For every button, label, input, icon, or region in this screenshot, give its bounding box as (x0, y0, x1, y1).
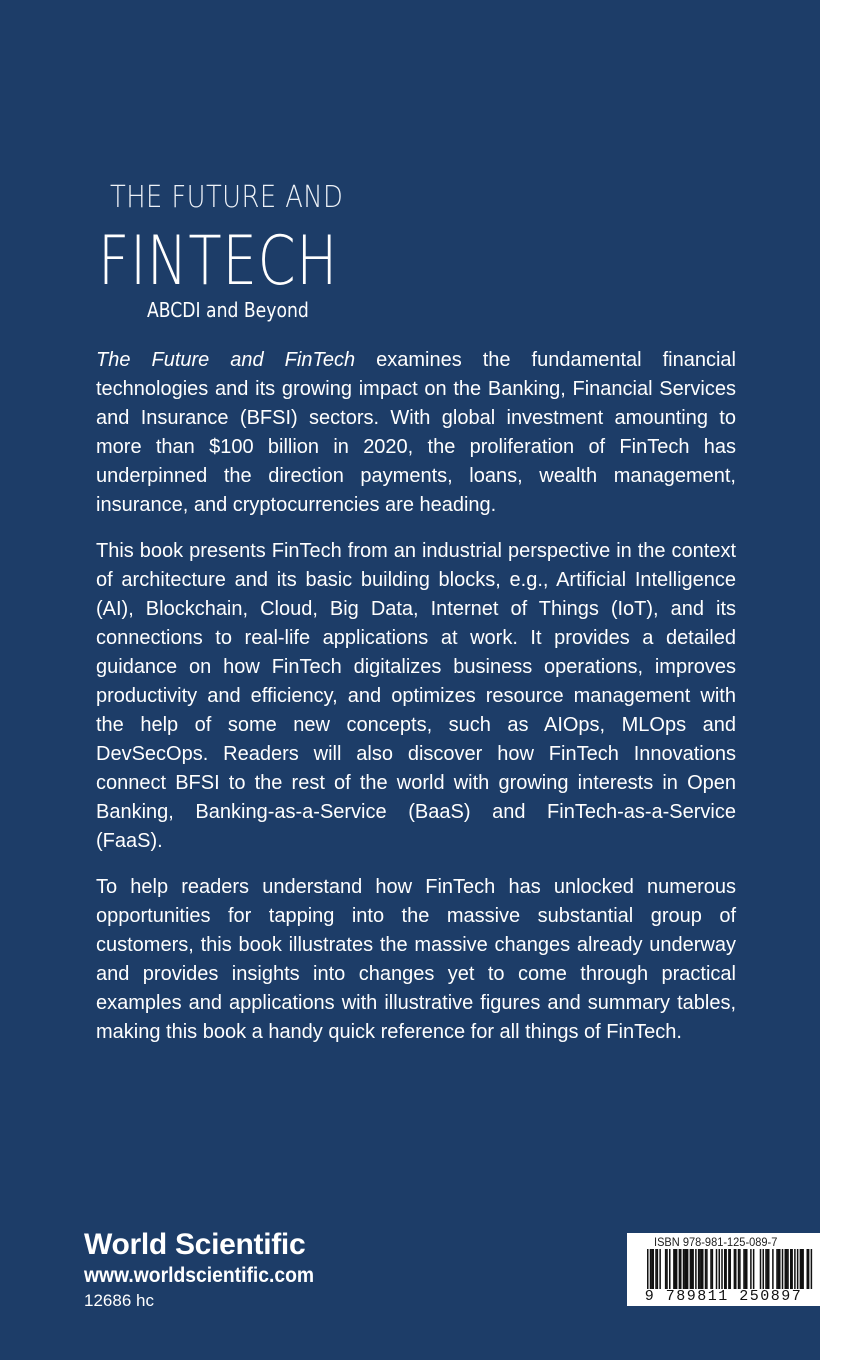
isbn-barcode (627, 1233, 820, 1306)
barcode-bar (712, 1249, 714, 1289)
barcode-bar (801, 1249, 803, 1289)
barcode-bar (776, 1249, 778, 1289)
barcode-bar (653, 1249, 655, 1289)
barcode-bar (698, 1249, 700, 1289)
barcode-bar (790, 1249, 792, 1289)
barcode-bar (802, 1249, 804, 1289)
barcode-bar (695, 1249, 697, 1289)
barcode-bar (719, 1249, 721, 1289)
blurb-paragraph-3: To help readers understand how FinTech has unlocked numerous opportunities for tapping into the massive substantial group of customers, this book illustrates the massive changes already underway and provides insights into changes yet to come through practical examples and applications with illustrative figures and summary tables, making this book a handy quick reference for all things of FinTech. (96, 876, 736, 1043)
barcode-bar (702, 1249, 704, 1289)
barcode-bar (701, 1249, 703, 1289)
barcode-bar (691, 1249, 693, 1289)
barcode-bar (650, 1249, 652, 1289)
publisher-name: World Scientific (84, 1228, 306, 1261)
barcode-bar (705, 1249, 707, 1289)
barcode-bar (739, 1249, 741, 1289)
blurb-paragraph-1-text: examines the fundamental financial technologies and its growing impact on the Banking, Financial Services and Insurance (BFSI) sectors. With global investment amounting to more than $100 billion in 2020, the proliferation of FinTech has underpinned the direction payments, loans, wealth management, insurance, and cryptocurrencies are heading. (96, 349, 736, 516)
barcode-bar (651, 1249, 653, 1289)
barcode-bar (738, 1249, 740, 1289)
barcode-bar (791, 1249, 793, 1289)
barcode-bar (743, 1249, 745, 1289)
barcode-bar (675, 1249, 677, 1289)
publisher-website: www.worldscientific.com (84, 1264, 315, 1287)
barcode-bar (786, 1249, 788, 1289)
barcode-bar (655, 1249, 657, 1289)
barcode-bar (797, 1249, 799, 1289)
barcode-bar (676, 1249, 678, 1289)
barcode-bar (657, 1249, 659, 1289)
isbn-label: ISBN 978-981-125-089-7 (654, 1235, 778, 1249)
barcode-bar (760, 1249, 762, 1289)
barcode-bar (679, 1249, 681, 1289)
barcode-bar (647, 1249, 649, 1289)
barcode-bar (659, 1249, 661, 1289)
barcode-bar (735, 1249, 737, 1289)
barcode-bar (746, 1249, 748, 1289)
title-fintech: FINTECH (98, 222, 339, 301)
barcode-bar (666, 1249, 668, 1289)
barcode-bar (686, 1249, 688, 1289)
barcode-bar (690, 1249, 692, 1289)
product-code: 12686 hc (84, 1291, 154, 1310)
blurb-paragraph-2: This book presents FinTech from an industrial perspective in the context of architecture and its basic building blocks, e.g., Artificial Intelligence (AI), Blockchain, Cloud, Big Data, Internet of Things (IoT), and its connections to real-life applications at work. It provides a detailed guidance on how FinTech digitalizes business operations, improves productivity and efficiency, and optimizes resource management with the help of some new concepts, such as AIOps, MLOps and DevSecOps. Readers will also discover how FinTech Innovations connect BFSI to the rest of the world with growing interests in Open Banking, Banking-as-a-Service (BaaS) and FinTech-as-a-Service (FaaS). (96, 540, 736, 852)
barcode-bar (710, 1249, 712, 1289)
barcode-bar (763, 1249, 765, 1289)
barcode-bar (785, 1249, 787, 1289)
barcode-bar (807, 1249, 809, 1289)
barcode-bar (787, 1249, 789, 1289)
barcode-bar (680, 1249, 682, 1289)
title-line-2 (98, 222, 338, 301)
barcode-bar (750, 1249, 752, 1289)
barcode-bar (794, 1249, 796, 1289)
barcode-bar (728, 1249, 730, 1289)
barcode-bar (669, 1249, 671, 1289)
barcode-bar (706, 1249, 708, 1289)
barcode-bar (767, 1249, 769, 1289)
barcode-bar (673, 1249, 675, 1289)
barcode-bar (683, 1249, 685, 1289)
barcode-bar (721, 1249, 723, 1289)
barcode-bar (800, 1249, 802, 1289)
subtitle: ABCDI and Beyond (147, 298, 309, 322)
barcode-bar (778, 1249, 780, 1289)
barcode-bar (745, 1249, 747, 1289)
barcode-bar (665, 1249, 667, 1289)
barcode-bar (811, 1249, 813, 1289)
barcode-bar (687, 1249, 689, 1289)
barcode-bar (716, 1249, 718, 1289)
barcode-bar (768, 1249, 770, 1289)
blurb-text (96, 346, 736, 1064)
barcode-bar (684, 1249, 686, 1289)
book-title-italic: The Future and FinTech (96, 349, 356, 371)
barcode-bar (724, 1249, 726, 1289)
barcode-bar (765, 1249, 767, 1289)
barcode-bar (772, 1249, 774, 1289)
barcode-bar (692, 1249, 694, 1289)
barcode-bar (782, 1249, 784, 1289)
barcode-bar (808, 1249, 810, 1289)
barcode-bar (730, 1249, 732, 1289)
title-line-1: THE FUTURE AND (110, 180, 344, 215)
barcode-digits: 9 789811 250897 (644, 1288, 803, 1305)
blurb-paragraph-1 (96, 346, 736, 520)
barcode-bar (753, 1249, 755, 1289)
barcode-bar (779, 1249, 781, 1289)
barcode-bar (734, 1249, 736, 1289)
barcode-bar (725, 1249, 727, 1289)
barcode-bar (699, 1249, 701, 1289)
